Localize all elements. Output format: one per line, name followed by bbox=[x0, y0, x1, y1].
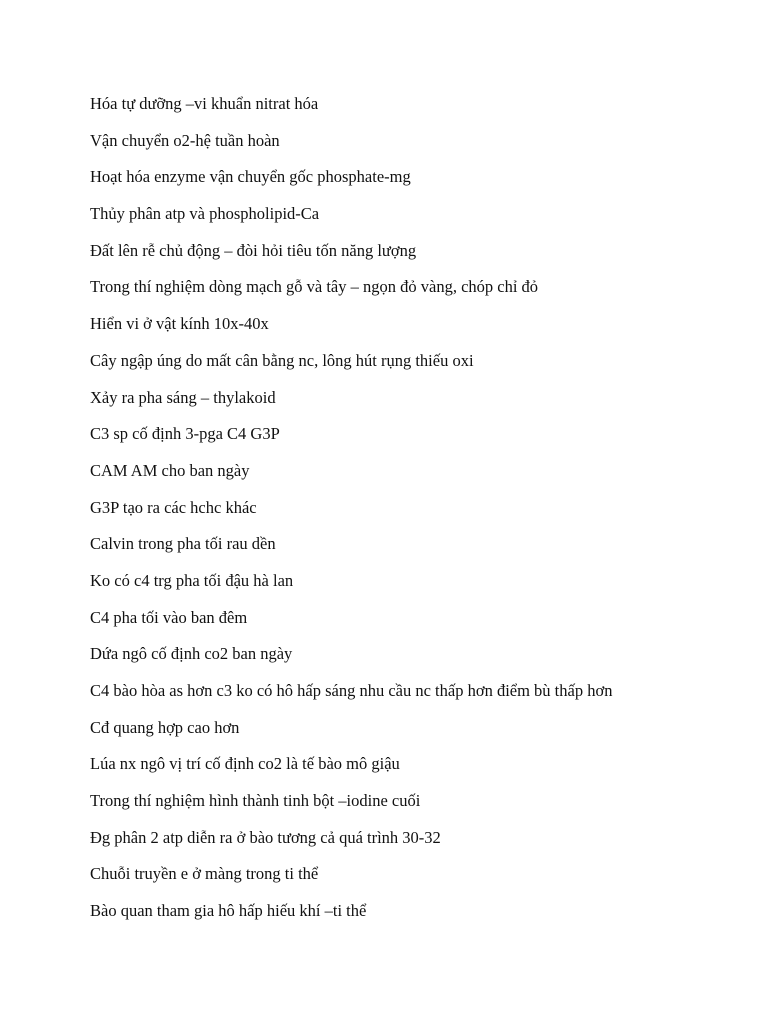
note-line: C3 sp cố định 3-pga C4 G3P bbox=[90, 424, 280, 444]
note-line: Ko có c4 trg pha tối đậu hà lan bbox=[90, 570, 294, 590]
note-line: Calvin trong pha tối rau dền bbox=[90, 534, 276, 554]
note-line: Dứa ngô cố định co2 ban ngày bbox=[90, 644, 293, 664]
note-line: Chuỗi truyền e ở màng trong ti thể bbox=[90, 864, 319, 884]
note-line: Trong thí nghiệm dòng mạch gỗ và tây – ngọn đỏ vàng, chóp chỉ đỏ bbox=[90, 277, 539, 297]
note-line: CAM AM cho ban ngày bbox=[90, 460, 250, 480]
note-line: Đg phân 2 atp diễn ra ở bào tương cả quá trình 30-32 bbox=[90, 827, 441, 847]
note-line: Thủy phân atp và phospholipid-Ca bbox=[90, 204, 320, 224]
note-line: Hiển vi ở vật kính 10x-40x bbox=[90, 314, 269, 334]
notes-list bbox=[90, 92, 730, 936]
note-line: Vận chuyển o2-hệ tuần hoàn bbox=[90, 130, 280, 150]
note-line: Cây ngập úng do mất cân bằng nc, lông hút rụng thiếu oxi bbox=[90, 350, 474, 370]
note-line: Đất lên rễ chủ động – đòi hỏi tiêu tốn năng lượng bbox=[90, 240, 417, 260]
note-line: G3P tạo ra các hchc khác bbox=[90, 497, 257, 517]
note-line: Hóa tự dưỡng –vi khuẩn nitrat hóa bbox=[90, 94, 319, 113]
note-line: C4 bào hòa as hơn c3 ko có hô hấp sáng nhu cầu nc thấp hơn điểm bù thấp hơn bbox=[90, 681, 613, 700]
note-line: Xảy ra pha sáng – thylakoid bbox=[90, 387, 276, 407]
note-line: Trong thí nghiệm hình thành tinh bột –iodine cuối bbox=[90, 791, 421, 811]
note-line: Hoạt hóa enzyme vận chuyển gốc phosphate-mg bbox=[90, 167, 411, 187]
note-line: Cđ quang hợp cao hơn bbox=[90, 717, 240, 737]
note-line: C4 pha tối vào ban đêm bbox=[90, 607, 248, 627]
note-line: Lúa nx ngô vị trí cố định co2 là tế bào mô giậu bbox=[90, 754, 400, 774]
note-line: Bào quan tham gia hô hấp hiếu khí –ti thể bbox=[90, 901, 367, 921]
